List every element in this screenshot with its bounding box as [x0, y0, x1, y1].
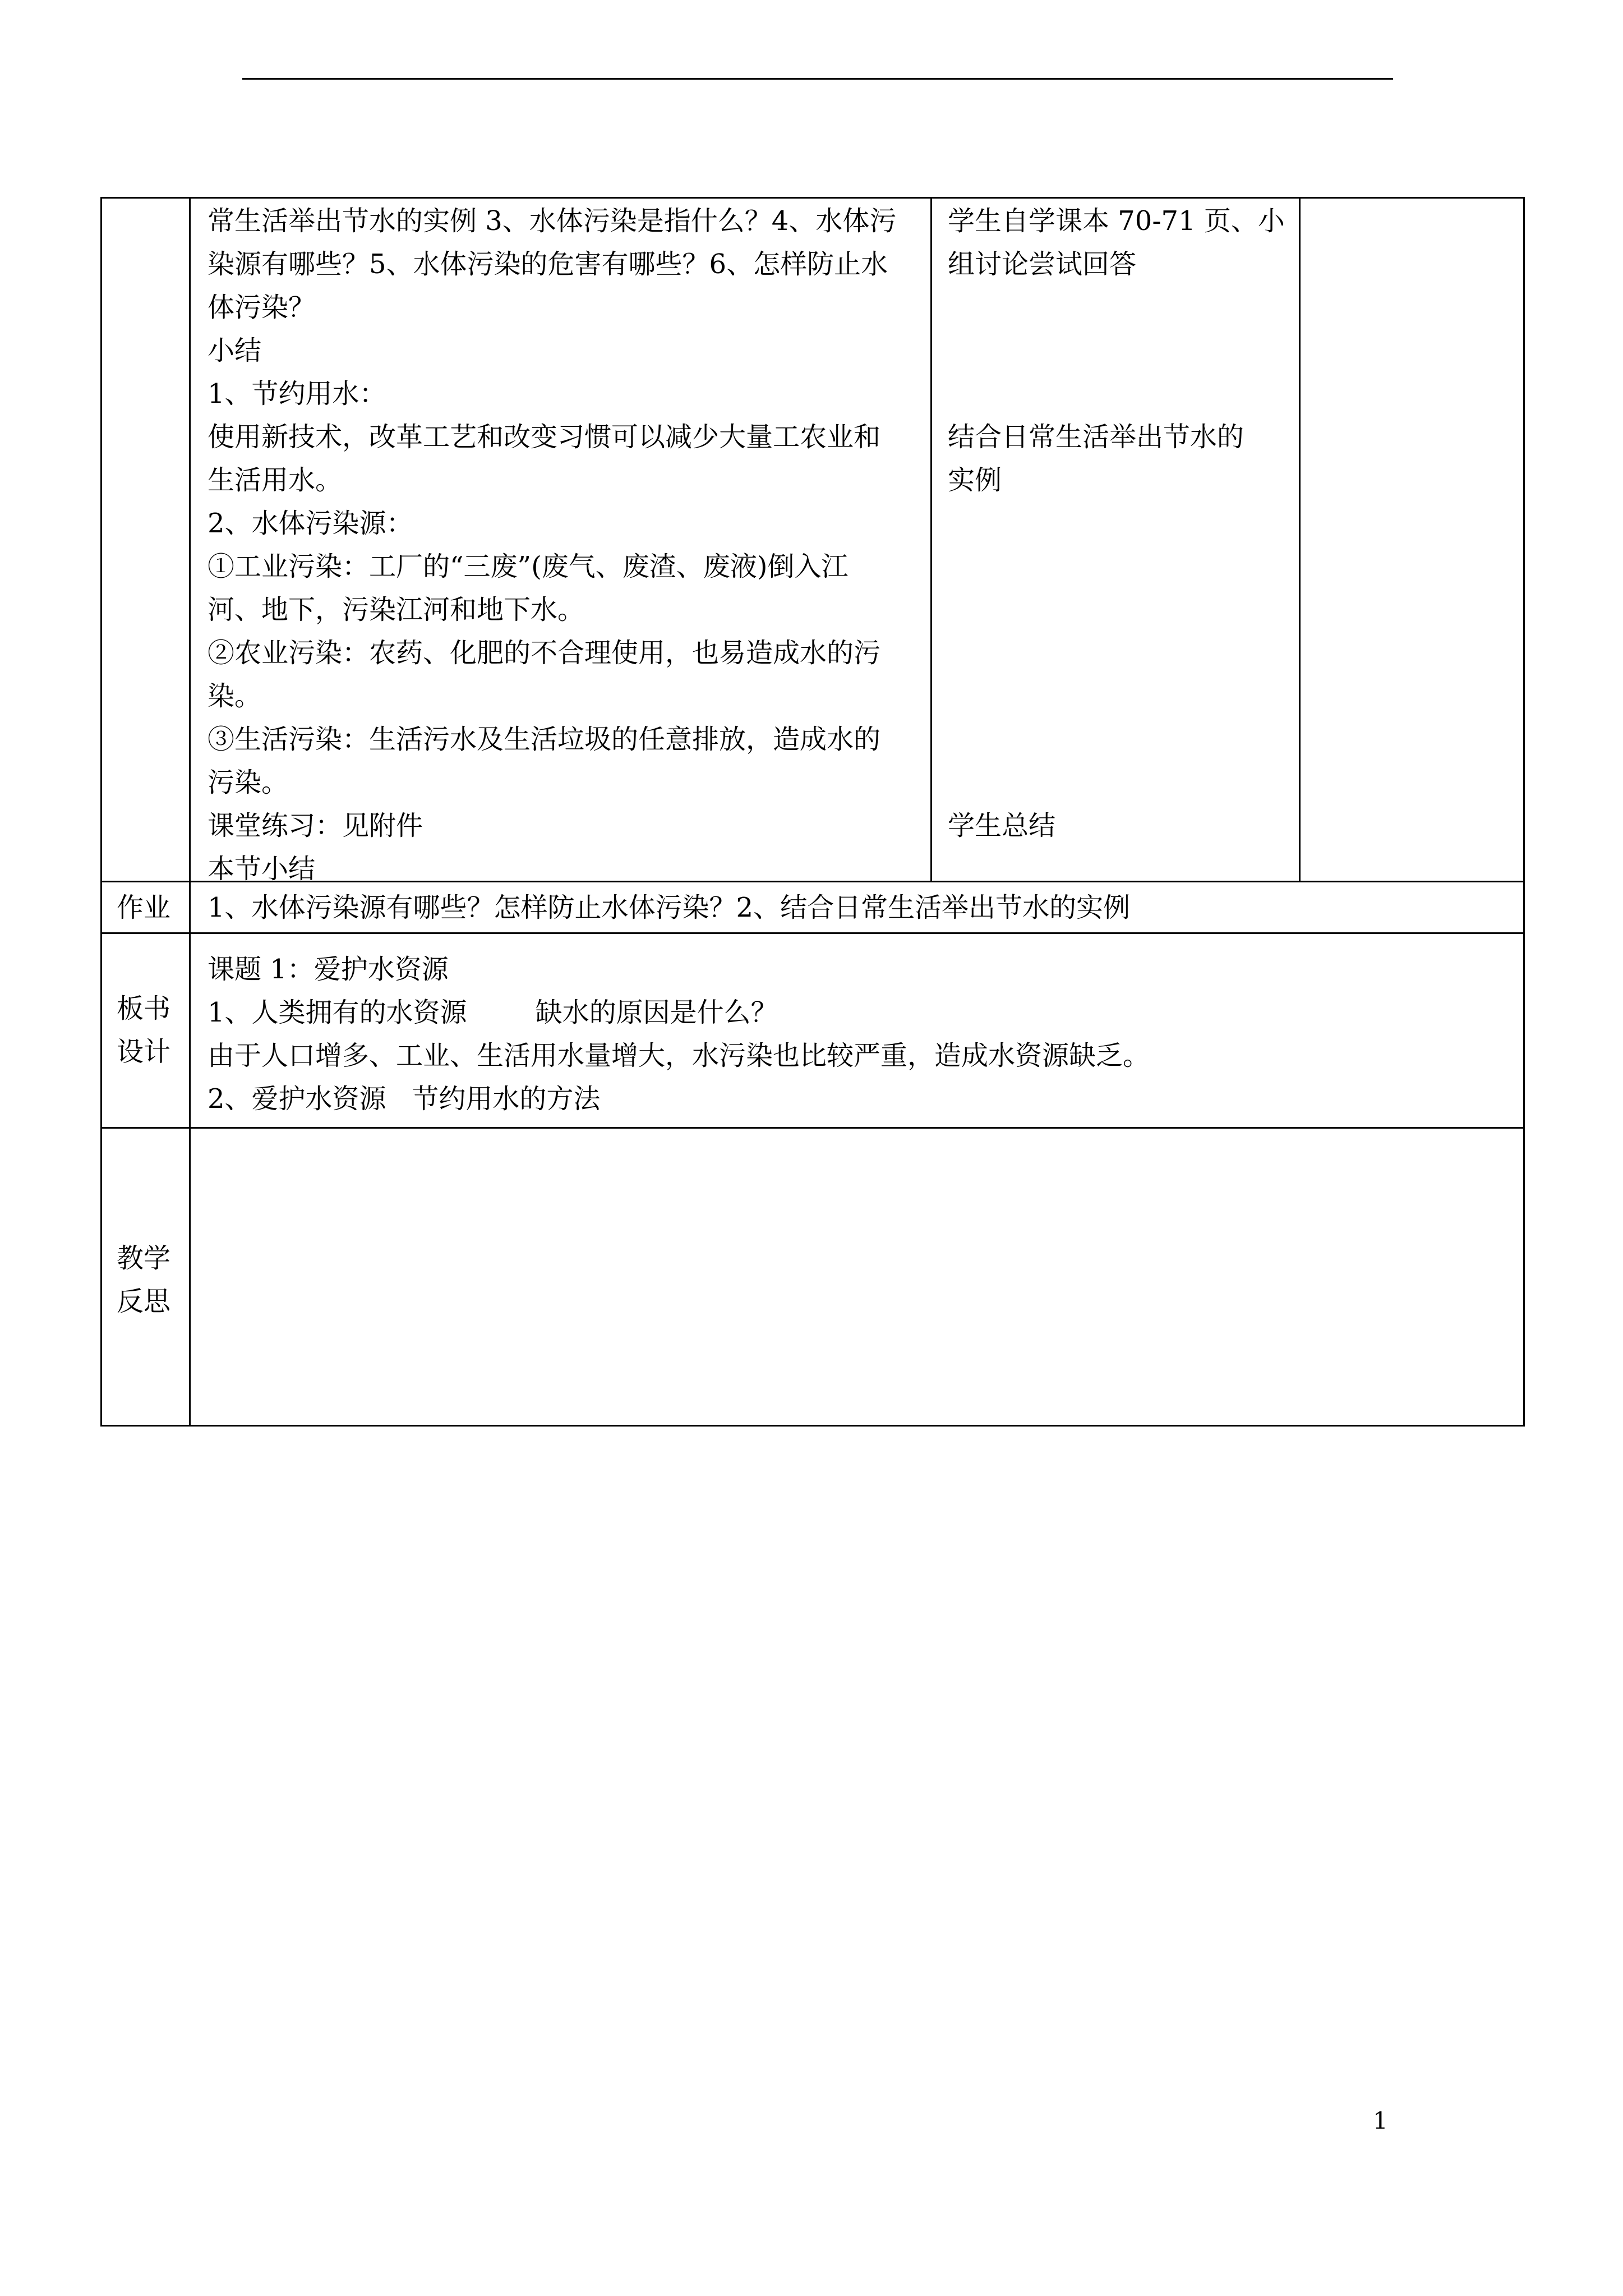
table-border-right	[1523, 197, 1525, 1427]
content-line: 染源有哪些？5、水体污染的危害有哪些？6、怎样防止水	[208, 249, 888, 280]
header-rule	[242, 78, 1393, 80]
content-line: 本节小结	[208, 853, 316, 885]
content-line: 河、地下，污染江河和地下水。	[208, 594, 585, 625]
homework-label-text: 作业	[117, 892, 171, 923]
board-design-line: 由于人口增多、工业、生活用水量增大，水污染也比较严重，造成水资源缺乏。	[208, 1040, 1150, 1071]
student-activity-line: 组讨论尝试回答	[948, 249, 1137, 280]
activity-column-divider	[1299, 197, 1301, 882]
student-activity-line: 学生总结	[948, 810, 1056, 841]
student-activity-line: 实例	[948, 464, 1002, 496]
board-design-line: 课题 1：爱护水资源	[208, 954, 449, 985]
student-activity-line: 学生自学课本 70-71 页、小	[948, 205, 1285, 237]
board-design-label-line: 设计	[117, 1036, 171, 1068]
content-line: 1、节约用水：	[208, 378, 386, 409]
content-line: ③生活污染：生活污水及生活垃圾的任意排放，造成水的	[208, 724, 881, 755]
student-activity-line: 结合日常生活举出节水的	[948, 421, 1244, 453]
reflection-label-line: 反思	[117, 1286, 171, 1317]
board-design-line: 2、爱护水资源 节约用水的方法	[208, 1083, 601, 1115]
content-line: 体污染？	[208, 292, 316, 323]
content-line: 课堂练习：见附件	[208, 810, 423, 841]
content-line: 常生活举出节水的实例 3、水体污染是指什么？4、水体污	[208, 205, 897, 237]
content-line: ②农业污染：农药、化肥的不合理使用，也易造成水的污	[208, 637, 881, 669]
page-number: 1	[1373, 2107, 1388, 2134]
content-line: 污染。	[208, 767, 289, 798]
content-line: 染。	[208, 680, 262, 712]
table-border-left	[100, 197, 102, 1427]
row-divider-board	[100, 932, 1525, 934]
reflection-label-line: 教学	[117, 1243, 171, 1274]
board-design-line: 1、人类拥有的水资源 缺水的原因是什么？	[208, 997, 778, 1028]
content-line: ①工业污染：工厂的“三废”(废气、废渣、废液)倒入江	[208, 551, 849, 582]
content-line: 2、水体污染源：	[208, 508, 413, 539]
main-column-divider	[930, 197, 932, 882]
content-line: 小结	[208, 335, 262, 366]
table-border-top	[100, 197, 1525, 199]
content-line: 生活用水。	[208, 464, 343, 496]
label-column-divider	[189, 197, 191, 1427]
table-border-bottom	[100, 1425, 1525, 1427]
homework-text: 1、水体污染源有哪些？怎样防止水体污染？2、结合日常生活举出节水的实例	[208, 892, 1131, 923]
row-divider-reflection	[100, 1127, 1525, 1129]
board-design-label-line: 板书	[117, 993, 171, 1024]
content-line: 使用新技术，改革工艺和改变习惯可以减少大量工农业和	[208, 421, 881, 453]
